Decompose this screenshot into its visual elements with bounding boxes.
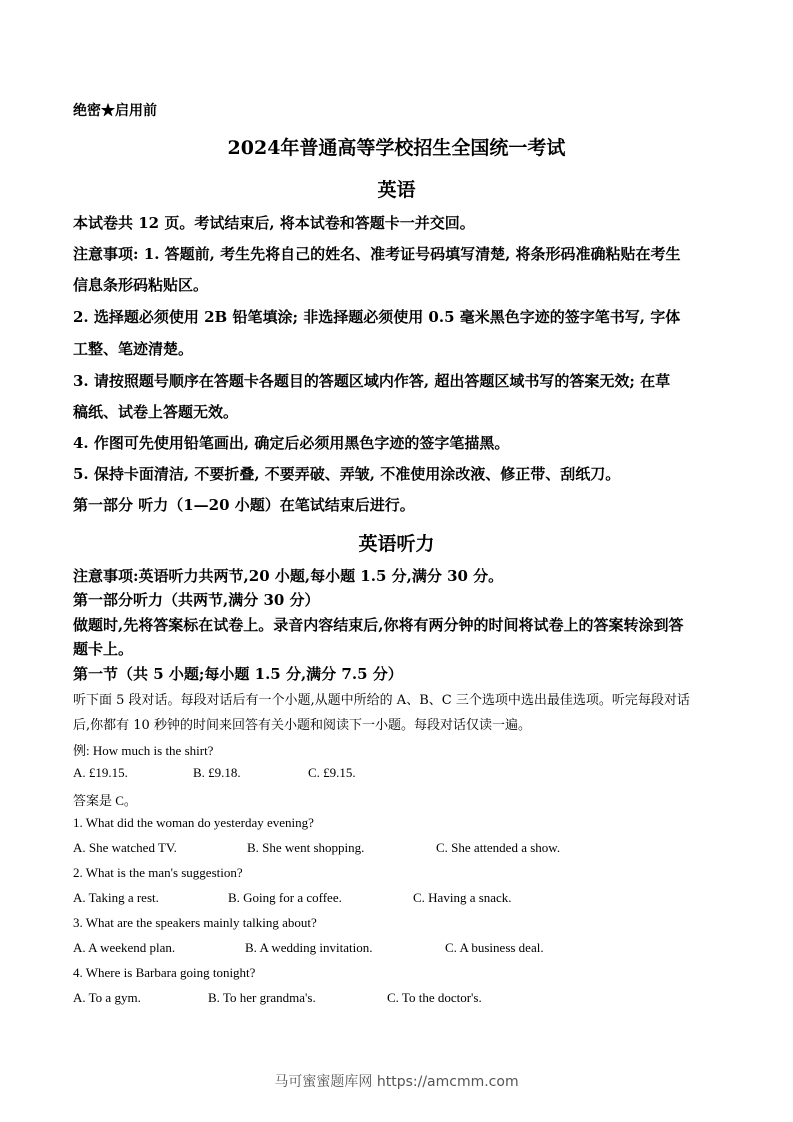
example-question: 例: How much is the shirt?: [73, 743, 214, 758]
q2-option-b: B. Going for a coffee.: [228, 890, 342, 905]
q2-option-a: A. Taking a rest.: [73, 890, 159, 905]
part1-note: 第一部分 听力（1—20 小题）在笔试结束后进行。: [73, 496, 415, 514]
example-option-a: A. £19.15.: [73, 765, 128, 780]
notice-1a: 注意事项: 1. 答题前, 考生先将自己的姓名、准考证号码填写清楚, 将条形码准确粘贴在考生: [73, 245, 681, 263]
example-option-c: C. £9.15.: [308, 765, 356, 780]
notice-2b: 工整、笔迹清楚。: [73, 340, 194, 358]
q1-option-b: B. She went shopping.: [247, 840, 365, 855]
example-answer: 答案是 C。: [73, 793, 137, 808]
section1-title: 第一节（共 5 小题;每小题 1.5 分,满分 7.5 分）: [73, 665, 403, 683]
notice-5: 5. 保持卡面清洁, 不要折叠, 不要弄破、弄皱, 不准使用涂改液、修正带、刮纸刀。: [73, 465, 621, 483]
intro-line: 本试卷共 12 页。考试结束后, 将本试卷和答题卡一并交回。: [73, 214, 475, 232]
exam-title: 2024年普通高等学校招生全国统一考试: [227, 137, 566, 159]
subject-title: 英语: [377, 179, 416, 201]
directions-b: 后,你都有 10 秒钟的时间来回答有关小题和阅读下一小题。每段对话仅读一遍。: [73, 718, 531, 733]
q2-option-c: C. Having a snack.: [413, 890, 512, 905]
question-1: 1. What did the woman do yesterday evening?: [73, 815, 314, 830]
notice-4: 4. 作图可先使用铅笔画出, 确定后必须用黑色字迹的签字笔描黑。: [73, 434, 510, 452]
notice-1b: 信息条形码粘贴区。: [73, 276, 209, 294]
instruction-a: 做题时,先将答案标在试卷上。录音内容结束后,你将有两分钟的时间将试卷上的答案转涂到答: [73, 616, 684, 634]
listening-heading: 英语听力: [358, 533, 435, 555]
instruction-b: 题卡上。: [73, 640, 134, 658]
q4-option-b: B. To her grandma's.: [208, 990, 316, 1005]
example-option-b: B. £9.18.: [193, 765, 241, 780]
q4-option-a: A. To a gym.: [73, 990, 141, 1005]
notice-3b: 稿纸、试卷上答题无效。: [73, 403, 239, 421]
q4-option-c: C. To the doctor's.: [387, 990, 482, 1005]
q1-option-c: C. She attended a show.: [436, 840, 561, 855]
notice-2a: 2. 选择题必须使用 2B 铅笔填涂; 非选择题必须使用 0.5 毫米黑色字迹的签字笔书写, 字体: [73, 308, 681, 326]
listening-notice: 注意事项:英语听力共两节,20 小题,每小题 1.5 分,满分 30 分。: [73, 567, 504, 585]
footer-watermark: 马可蜜蜜题库网 https://amcmm.com: [274, 1074, 519, 1090]
directions-a: 听下面 5 段对话。每段对话后有一个小题,从题中所给的 A、B、C 三个选项中选出最佳选项。听完每段对话: [73, 693, 690, 708]
q3-option-b: B. A wedding invitation.: [245, 940, 373, 955]
q1-option-a: A. She watched TV.: [73, 840, 177, 855]
question-3: 3. What are the speakers mainly talking about?: [73, 915, 317, 930]
notice-3a: 3. 请按照题号顺序在答题卡各题目的答题区域内作答, 超出答题区域书写的答案无效; 在草: [73, 372, 671, 390]
question-4: 4. Where is Barbara going tonight?: [73, 965, 256, 980]
secret-label: 绝密★启用前: [73, 103, 157, 119]
q3-option-a: A. A weekend plan.: [73, 940, 176, 955]
question-2: 2. What is the man's suggestion?: [73, 865, 243, 880]
q3-option-c: C. A business deal.: [445, 940, 544, 955]
listening-part: 第一部分听力（共两节,满分 30 分）: [73, 591, 320, 609]
